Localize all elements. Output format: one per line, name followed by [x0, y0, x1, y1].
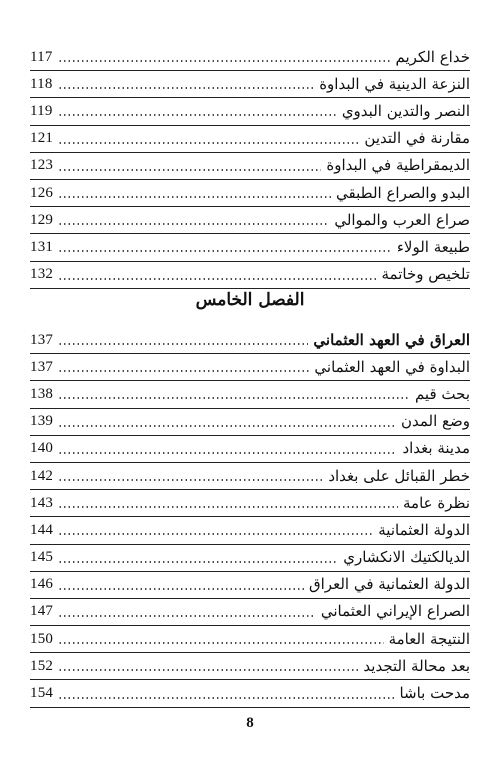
- dot-leader: [58, 278, 376, 280]
- toc-entry-title: البداوة في العهد العثماني: [314, 357, 470, 376]
- dot-leader: [58, 196, 331, 198]
- chapter-heading: الفصل الخامس: [195, 290, 305, 310]
- dot-leader: [58, 669, 358, 671]
- dot-leader: [58, 60, 391, 62]
- dot-leader: [58, 142, 359, 144]
- toc-entry-title: الديالكتيك الانكشاري: [343, 548, 470, 567]
- toc-entry-title: الدولة العثمانية في العراق: [309, 575, 470, 594]
- dot-leader: [58, 642, 383, 644]
- toc-entry: [30, 517, 470, 544]
- dot-leader: [58, 479, 323, 481]
- toc-list-chapter-four: [30, 44, 470, 289]
- toc-entry-page-number: 143: [30, 494, 54, 511]
- toc-entry: [30, 436, 470, 463]
- toc-entry-title: طبيعة الولاء: [396, 237, 470, 256]
- dot-leader: [58, 425, 396, 427]
- toc-entry-page-number: 140: [30, 440, 54, 457]
- toc-entry: [30, 153, 470, 180]
- dot-leader: [58, 397, 410, 399]
- toc-entry-title: وضع المدن: [400, 412, 470, 431]
- toc-entry: [30, 44, 470, 71]
- dot-leader: [58, 114, 337, 116]
- dot-leader: [58, 697, 394, 699]
- toc-entry-title: خطر القبائل على بغداد: [328, 466, 470, 485]
- toc-entry: [30, 490, 470, 517]
- toc-entry-title: بحث قيم: [414, 384, 470, 403]
- toc-entry-page-number: 132: [30, 266, 54, 283]
- toc-entry: [30, 354, 470, 381]
- toc-entry-title: الصراع الإيراني العثماني: [320, 602, 470, 621]
- toc-entry-title: النصر والتدين البدوي: [341, 101, 470, 120]
- toc-entry: [30, 626, 470, 653]
- dot-leader: [58, 588, 304, 590]
- toc-entry: [30, 680, 470, 707]
- toc-entry: [30, 126, 470, 153]
- toc-entry-page-number: 119: [30, 102, 53, 119]
- toc-entry: [30, 207, 470, 234]
- toc-entry-title: صراع العرب والموالي: [334, 210, 470, 229]
- toc-entry-page-number: 139: [30, 413, 54, 430]
- toc-entry-title: النزعة الدينية في البداوة: [319, 74, 470, 93]
- toc-entry-page-number: 126: [30, 184, 54, 201]
- toc-entry-title: الديمقراطية في البداوة: [326, 156, 470, 175]
- toc-entry-title: مدينة بغداد: [402, 439, 470, 458]
- toc-entry-page-number: 146: [30, 576, 54, 593]
- toc-entry: [30, 381, 470, 408]
- toc-entry: [30, 653, 470, 680]
- dot-leader: [58, 615, 316, 617]
- toc-entry: [30, 234, 470, 261]
- toc-entry: [30, 572, 470, 599]
- toc-entry-page-number: 138: [30, 385, 54, 402]
- toc-entry: [30, 599, 470, 626]
- dot-leader: [58, 533, 373, 535]
- toc-entry-page-number: 123: [30, 157, 54, 174]
- toc-entry: [30, 180, 470, 207]
- toc-entry-title: البدو والصراع الطبقي: [336, 183, 470, 202]
- toc-entry: [30, 545, 470, 572]
- toc-entry-title: الدولة العثمانية: [378, 520, 470, 539]
- toc-entry: [30, 409, 470, 436]
- toc-entry-page-number: 131: [30, 238, 54, 255]
- toc-entry-page-number: 137: [30, 358, 54, 375]
- toc-entry-page-number: 144: [30, 521, 54, 538]
- toc-entry: [30, 98, 470, 125]
- dot-leader: [58, 223, 329, 225]
- toc-entry-page-number: 137: [30, 331, 54, 348]
- toc-entry-page-number: 147: [30, 603, 54, 620]
- toc-entry-page-number: 129: [30, 211, 54, 228]
- toc-entry-page-number: 152: [30, 657, 54, 674]
- toc-entry: [30, 463, 470, 490]
- toc-entry-page-number: 121: [30, 130, 54, 147]
- toc-entry-title: تلخيص وخاتمة: [381, 265, 470, 284]
- toc-entry-page-number: 142: [30, 467, 54, 484]
- toc-entry-title: العراق في العهد العثماني: [313, 330, 470, 349]
- toc-entry-page-number: 154: [30, 685, 54, 702]
- dot-leader: [58, 561, 338, 563]
- toc-entry-title: بعد محالة التجديد: [363, 656, 470, 675]
- toc-entry-title: مدحت باشا: [399, 684, 470, 703]
- dot-leader: [58, 506, 398, 508]
- toc-entry-page-number: 117: [30, 48, 53, 65]
- toc-list-chapter-five: [30, 327, 470, 708]
- dot-leader: [58, 452, 397, 454]
- page-number: 8: [246, 715, 254, 731]
- dot-leader: [58, 87, 315, 89]
- toc-entry-page-number: 145: [30, 549, 54, 566]
- toc-entry-title: مقارنة في التدين: [364, 129, 470, 148]
- toc-entry-title: خداع الكريم: [395, 47, 470, 66]
- toc-entry-page-number: 150: [30, 630, 54, 647]
- toc-entry: [30, 327, 470, 354]
- toc-entry-title: نظرة عامة: [403, 493, 470, 512]
- dot-leader: [58, 250, 392, 252]
- toc-entry-page-number: 118: [30, 75, 53, 92]
- toc-entry: [30, 262, 470, 289]
- toc-entry: [30, 71, 470, 98]
- dot-leader: [58, 343, 308, 345]
- dot-leader: [58, 169, 321, 171]
- dot-leader: [58, 370, 309, 372]
- toc-entry-title: النتيجة العامة: [388, 629, 470, 648]
